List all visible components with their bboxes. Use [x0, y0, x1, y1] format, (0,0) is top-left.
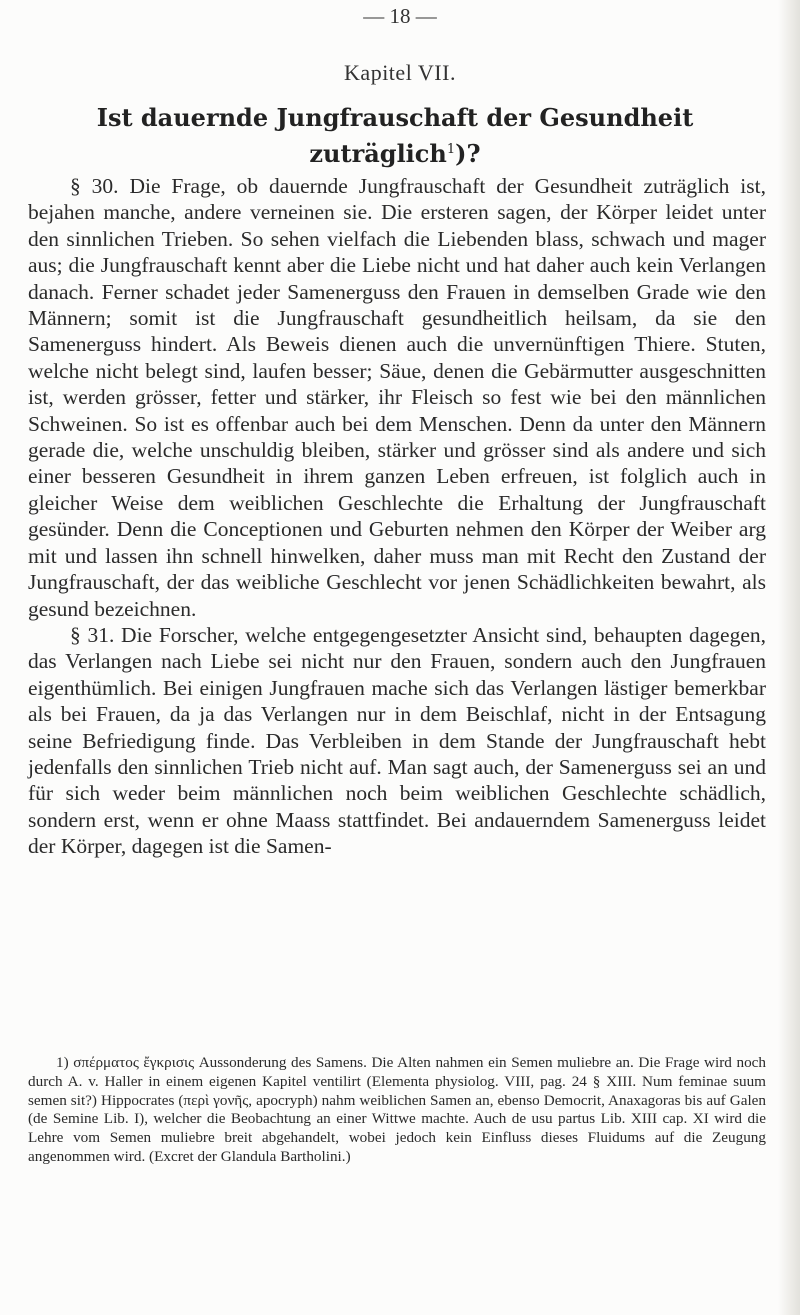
body-text: [28, 173, 766, 860]
footnote-1: 1) σπέρματος ἔγκρισις Aussonderung des Samens. Die Alten nahmen ein Semen muliebre an. Die Frage wird noch durch A. v. Haller in einem eigenen Kapitel ventilirt (Elementa physiolog. VIII, pag. 24 § XIII. Num feminae suum semen sit?) Hippocrates (περὶ γονῆς, apocryph) nahm weiblichen Samen an, ebenso Democrit, Anaxagoras bis auf Galen (de Semine Lib. I), welcher die Beobachtung an einer Wittwe machte. Auch de usu partus Lib. XIII cap. XI wird die Lehre vom Semen muliebre breit abgehandelt, wobei jedoch kein Einfluss dieses Fluidums auf die Zeugung angenommen wird. (Excret der Glandula Bartholini.): [28, 1054, 766, 1165]
footnotes: [28, 1054, 766, 1167]
page-spine-shadow: [778, 0, 800, 1315]
paragraph-section-31: § 31. Die Forscher, welche entgegengesetzter Ansicht sind, behaupten dagegen, das Verlangen nach Liebe sei nicht nur den Frauen, sondern auch den Jungfrauen eigenthümlich. Bei einigen Jungfrauen mache sich das Verlangen lästiger bemerkbar als bei Frauen, da ja das Verlangen nur in dem Beischlaf, nicht in der Entsagung seine Befriedigung finde. Das Verbleiben in dem Stande der Jungfrauschaft hebt jedenfalls den sinnlichen Trieb nicht auf. Man sagt auch, der Samenerguss sei an und für sich weder beim männlichen noch beim weiblichen Geschlechte schädlich, sondern erst, wenn er ohne Maass stattfindet. Bei andauerndem Samenerguss leidet der Körper, dagegen ist die Samen-: [28, 622, 766, 859]
chapter-title-text: Ist dauernde Jungfrauschaft der Gesundheit zuträglich: [96, 103, 694, 168]
paragraph-section-30: § 30. Die Frage, ob dauernde Jungfrauschaft der Gesundheit zuträglich ist, bejahen manche, andere verneinen sie. Die ersteren sagen, der Körper leidet unter den sinnlichen Trieben. So sehen vielfach die Liebenden blass, schwach und mager aus; die Jungfrauschaft kennt aber die Liebe nicht und hat daher auch kein Verlangen danach. Ferner schadet jeder Samenerguss den Frauen in demselben Grade wie den Männern; somit ist die Jungfrauschaft gesundheitlich heilsam, da sie den Samenerguss hindert. Als Beweis dienen auch die unvernünftigen Thiere. Stuten, welche nicht belegt sind, laufen besser; Säue, denen die Gebärmutter ausgeschnitten ist, werden grösser, fetter und stärker, ihr Fleisch so fest wie bei den männlichen Schweinen. So ist es offenbar auch bei dem Menschen. Denn da unter den Männern gerade die, welche unschuldig bleiben, stärker und grösser sind als andere und sich einer besseren Gesundheit in ihrem ganzen Leben erfreuen, ist folglich auch in gleicher Weise dem weiblichen Geschlechte die Erhaltung der Jungfrauschaft gesünder. Denn die Conceptionen und Geburten nehmen den Körper der Weiber arg mit und lassen ihn schnell hinwelken, daher muss man mit Recht den Zustand der Jungfrauschaft, der das weibliche Geschlecht vor jenen Schädlichkeiten bewahrt, als gesund bezeichnen.: [28, 174, 766, 621]
page-number: — 18 —: [363, 4, 437, 28]
chapter-title-end: )?: [455, 139, 481, 168]
chapter-heading: Kapitel VII.: [344, 60, 456, 85]
footnote-marker: 1: [446, 142, 456, 157]
chapter-title: [90, 100, 700, 172]
